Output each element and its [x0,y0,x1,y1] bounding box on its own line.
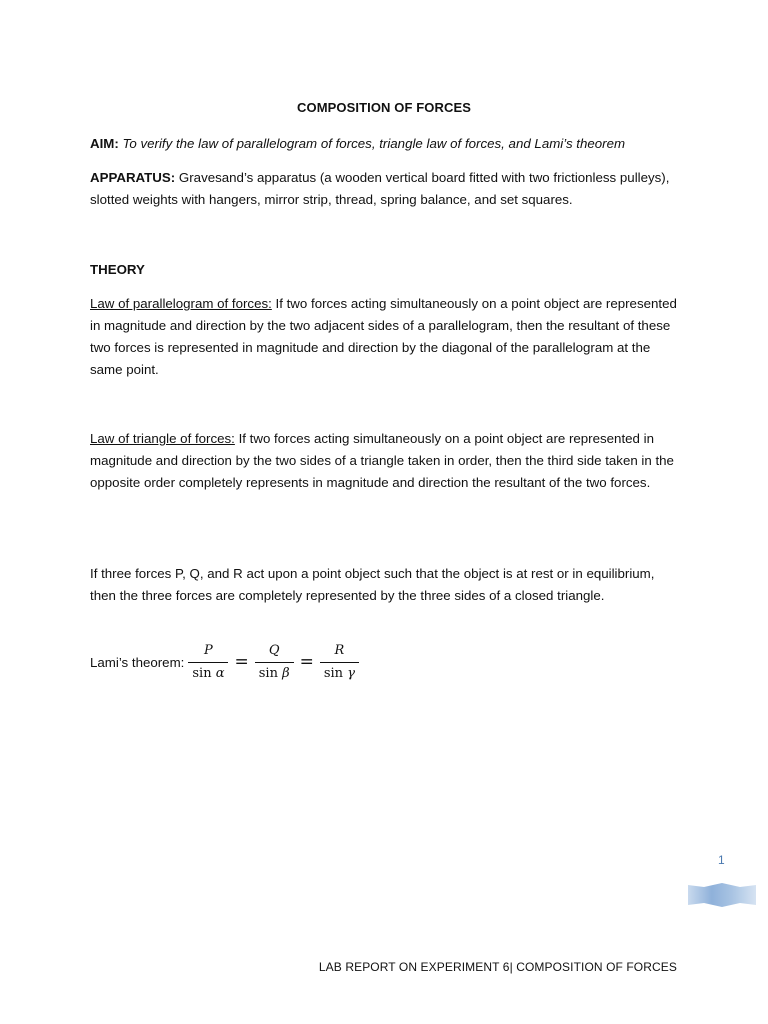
fraction-numerator: P [204,642,213,658]
sin-function: sin [323,665,344,681]
lami-fraction-p [188,642,228,683]
angle-symbol: β [282,665,290,681]
aim-text: To verify the law of parallelogram of forces, triangle law of forces, and Lami’s theorem [122,136,626,151]
theory-heading: THEORY [90,262,145,277]
apparatus-label: APPARATUS: [90,170,176,185]
triangle-law-text: If two forces acting simultaneously on a point object are represented in magnitude and direction by the two sides of a triangle taken in order, then the third side taken in the opposite order completely represents in magnitude and direction the resultant of the two forces. [90,431,674,490]
fraction-numerator: R [334,642,345,658]
aim-label: AIM: [90,136,119,151]
equals-sign: = [234,652,249,672]
angle-symbol: γ [347,665,355,681]
apparatus-paragraph [90,167,680,211]
parallelogram-law-text: If two forces acting simultaneously on a point object are represented in magnitude and direction by the two adjacent sides of a parallelogram, then the resultant of these two forces is represented in magnitude and direction by the diagonal of the parallelogram at the same point. [90,296,677,377]
lami-label: Lami’s theorem: [90,654,185,670]
aim-paragraph [90,133,680,155]
triangle-law-label: Law of triangle of forces: [90,431,235,446]
document-title: COMPOSITION OF FORCES [297,100,471,115]
parallelogram-law-label: Law of parallelogram of forces: [90,296,272,311]
page-footer: LAB REPORT ON EXPERIMENT 6| COMPOSITION OF FORCES [318,960,677,974]
page-tab-decoration-icon [686,881,758,909]
sin-function: sin [192,665,212,681]
parallelogram-law-paragraph [90,293,680,381]
fraction-numerator: Q [268,642,280,658]
triangle-law-paragraph [90,428,680,494]
sin-function: sin [258,665,278,681]
fraction-denominator [188,662,228,683]
lami-theorem [90,640,361,684]
fraction-denominator [320,662,359,683]
page-number: 1 [718,853,725,867]
fraction-denominator [255,662,294,683]
lami-fraction-r [320,642,359,683]
angle-symbol: α [215,665,225,681]
three-forces-paragraph: If three forces P, Q, and R act upon a point object such that the object is at rest or in equilibrium, then the three forces are completely represented by the three sides of a closed triangle. [90,566,655,603]
equals-sign: = [299,652,314,672]
apparatus-text: Gravesand’s apparatus (a wooden vertical board fitted with two frictionless pulleys), slotted weights with hangers, mirror strip, thread, spring balance, and set squares. [90,170,670,207]
lami-fraction-q [255,642,294,683]
